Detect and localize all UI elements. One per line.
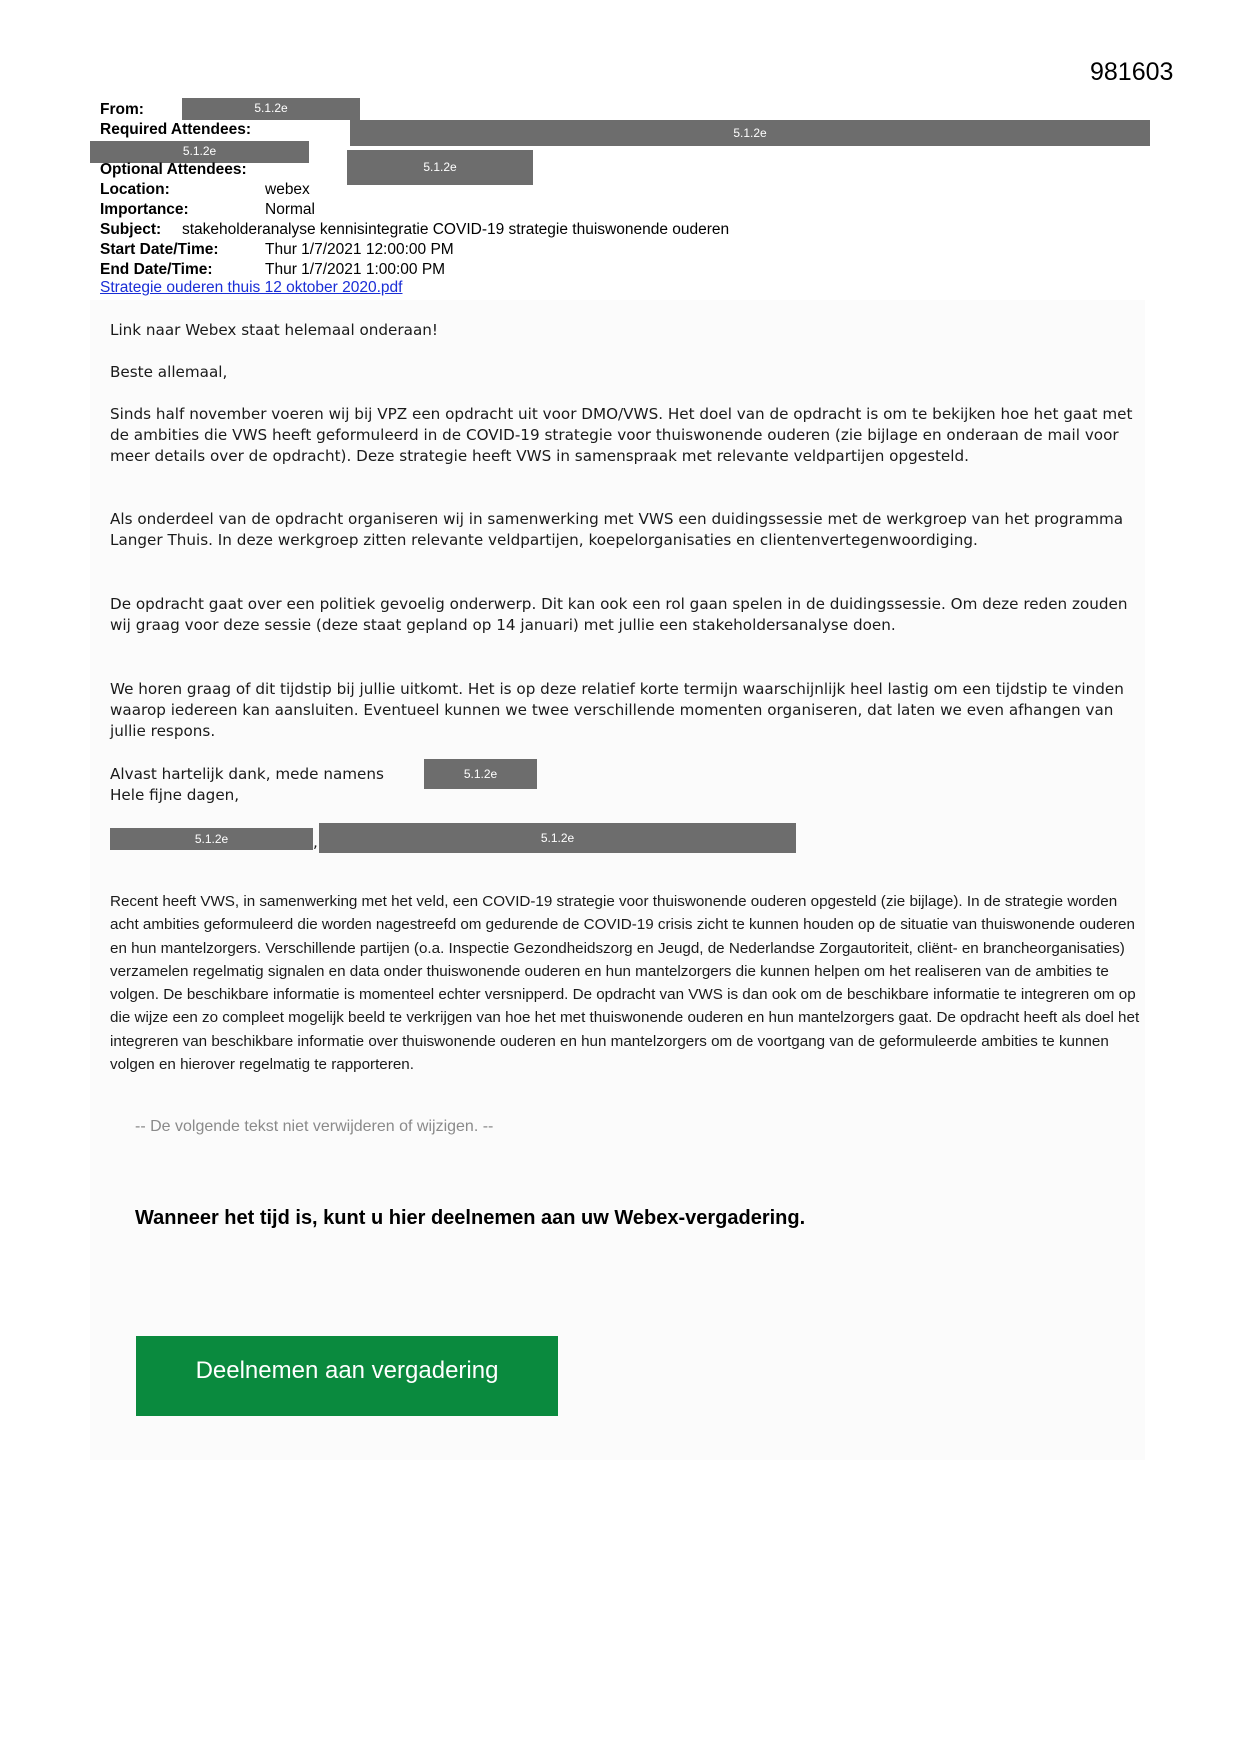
importance-row (100, 200, 315, 220)
paragraph-4: We horen graag of dit tijdstip bij jullie uitkomt. Het is op deze relatief korte termijn waarschijnlijk heel lastig om een tijdstip te vinden waarop iedereen kan aansluiten. Eventueel kunnen we twee verschillende momenten organiseren, dat laten we even afhangen van jullie respons. (110, 680, 1124, 740)
paragraph-1: Sinds half november voeren wij bij VPZ een opdracht uit voor DMO/VWS. Het doel van de opdracht is om te bekijken hoe het gaat met de ambities die VWS heeft geformuleerd in de COVID-19 strategie voor thuiswonende ouderen (zie bijlage en onderaan de mail voor meer details over de opdracht). Deze strategie heeft VWS in samenspraak met relevante veldpartijen opgesteld. (110, 405, 1133, 465)
end-label: End Date/Time: (100, 261, 213, 278)
closing-line: Hele fijne dagen, (110, 786, 240, 804)
start-label: Start Date/Time: (100, 241, 219, 258)
redaction-required-attendees: 5.1.2e (350, 120, 1150, 146)
from-row (100, 100, 144, 120)
attachment-link[interactable]: Strategie ouderen thuis 12 oktober 2020.pdf (100, 279, 403, 296)
from-label: From: (100, 101, 144, 118)
end-row (100, 260, 446, 280)
location-value: webex (265, 181, 310, 198)
location-label: Location: (100, 181, 170, 198)
optional-attendees-row (100, 160, 247, 180)
join-meeting-button[interactable]: Deelnemen aan vergadering (136, 1336, 558, 1416)
redaction-optional-attendees: 5.1.2e (347, 150, 533, 185)
thanks-line: Alvast hartelijk dank, mede namens (110, 765, 384, 783)
signature-comma: , (313, 833, 318, 851)
subject-label: Subject: (100, 221, 162, 238)
end-value: Thur 1/7/2021 1:00:00 PM (265, 261, 446, 278)
required-attendees-label: Required Attendees: (100, 121, 252, 138)
optional-attendees-label: Optional Attendees: (100, 161, 247, 178)
paragraph-3: De opdracht gaat over een politiek gevoelig onderwerp. Dit kan ook een rol gaan spelen in de duidingssessie. Om deze reden zouden wij graag voor deze sessie (deze staat gepland op 14 januari) met jullie een stakeholdersanalyse doen. (110, 595, 1128, 634)
subject-value: stakeholderanalyse kennisintegratie COVID-19 strategie thuiswonende ouderen (182, 221, 730, 238)
redaction-required-attendees-2: 5.1.2e (90, 141, 309, 163)
document-number: 981603 (1090, 58, 1174, 86)
importance-label: Importance: (100, 201, 189, 218)
background-paragraph: Recent heeft VWS, in samenwerking met het veld, een COVID-19 strategie voor thuiswonende ouderen opgesteld (zie bijlage). In de strategie worden acht ambities geformuleerd die worden nagestreefd om gedurende de COVID-19 crisis zicht te kunnen houden op de situatie van thuiswonende ouderen en hun mantelzorgers. Verschillende partijen (o.a. Inspectie Gezondheidszorg en Jeugd, de Nederlandse Zorgautoriteit, cliënt- en brancheorganisaties) verzamelen regelmatig signalen en data onder thuiswonende ouderen en hun mantelzorgers die kunnen helpen om het realiseren van de ambities te volgen. De beschikbare informatie is momenteel echter versnipperd. De opdracht van VWS is dan ook om de beschikbare informatie te integreren om op die wijze een zo compleet mogelijk beeld te verkrijgen van hoe het met thuiswonende ouderen en hun mantelzorgers gaat. De opdracht heeft als doel het integreren van beschikbare informatie over thuiswonende ouderen en hun mantelzorgers om de voortgang van de geformuleerde ambities te kunnen volgen en hierover regelmatig te rapporteren. (110, 893, 1140, 1074)
do-not-edit-note: -- De volgende tekst niet verwijderen of wijzigen. -- (135, 1118, 494, 1135)
greeting: Beste allemaal, (110, 363, 228, 381)
redaction-signature-name: 5.1.2e (110, 828, 313, 850)
location-row (100, 180, 310, 200)
intro-text: Link naar Webex staat helemaal onderaan! (110, 321, 438, 339)
redaction-from: 5.1.2e (182, 98, 360, 120)
start-row (100, 240, 454, 260)
redaction-thanks-name: 5.1.2e (424, 759, 537, 789)
importance-value: Normal (265, 201, 315, 218)
webex-instruction: Wanneer het tijd is, kunt u hier deelnemen aan uw Webex-vergadering. (135, 1207, 806, 1229)
redaction-signature-role: 5.1.2e (319, 823, 796, 853)
message-body (90, 300, 1145, 1460)
paragraph-2: Als onderdeel van de opdracht organiseren wij in samenwerking met VWS een duidingssessie met de werkgroep van het programma Langer Thuis. In deze werkgroep zitten relevante veldpartijen, koepelorganisaties en clientenvertegenwoordiging. (110, 510, 1124, 549)
start-value: Thur 1/7/2021 12:00:00 PM (265, 241, 454, 258)
required-attendees-row (100, 120, 251, 140)
subject-row (100, 220, 730, 240)
